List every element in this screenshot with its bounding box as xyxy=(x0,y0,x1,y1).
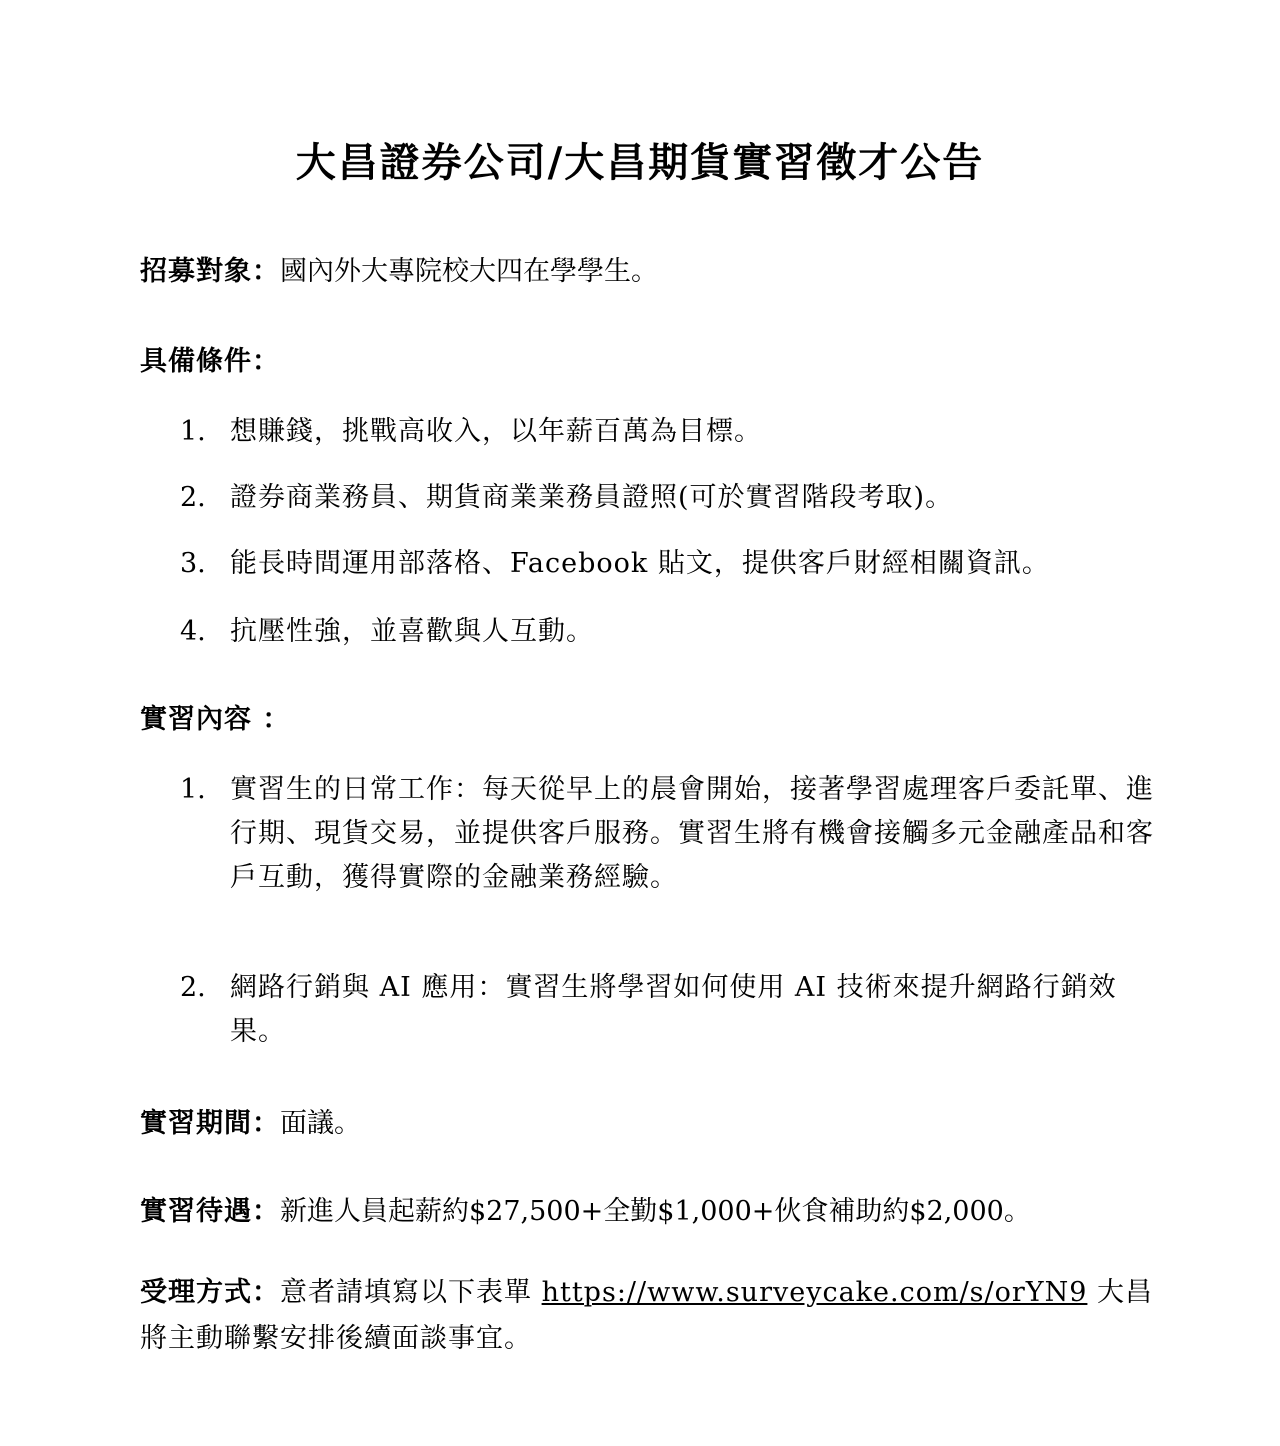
period-value: 面議。 xyxy=(280,1108,361,1139)
survey-form-link[interactable]: https://www.surveycake.com/s/orYN9 xyxy=(541,1277,1088,1308)
apply-suffix: 大昌將主動聯繫安排後續面談事宜。 xyxy=(140,1277,1154,1354)
requirement-text: 證券商業務員、期貨商業業務員證照(可於實習階段考取)。 xyxy=(230,482,954,513)
period-line xyxy=(140,1104,361,1144)
requirement-text: 能長時間運用部落格、Facebook 貼文，提供客戶財經相關資訊。 xyxy=(230,548,1050,579)
pay-line xyxy=(140,1192,1031,1232)
requirement-text: 抗壓性強，並喜歡與人互動。 xyxy=(230,616,594,647)
requirement-number: 3. xyxy=(180,548,206,579)
pay-label: 實習待遇： xyxy=(140,1196,280,1227)
recruit-label: 招募對象： xyxy=(140,256,280,287)
content-text: 網路行銷與 AI 應用：實習生將學習如何使用 AI 技術來提升網路行銷效果。 xyxy=(230,972,1117,1047)
requirement-number: 2. xyxy=(180,482,206,513)
content-text: 實習生的日常工作：每天從早上的晨會開始，接著學習處理客戶委託單、進行期、現貨交易，並提供客戶服務。實習生將有機會接觸多元金融產品和客戶互動，獲得實際的金融業務經驗。 xyxy=(230,774,1154,893)
requirement-text: 想賺錢，挑戰高收入，以年薪百萬為目標。 xyxy=(230,416,762,447)
apply-label: 受理方式： xyxy=(140,1277,280,1308)
pay-value: 新進人員起薪約$27,500+全勤$1,000+伙食補助約$2,000。 xyxy=(280,1196,1031,1227)
content-number: 1. xyxy=(180,774,206,805)
recruit-line xyxy=(140,252,658,292)
page-title: 大昌證券公司/大昌期貨實習徵才公告 xyxy=(295,139,985,186)
content-heading xyxy=(140,700,290,740)
recruit-value: 國內外大專院校大四在學學生。 xyxy=(280,256,658,287)
content-label: 實習內容 ： xyxy=(140,704,291,735)
requirement-number: 4. xyxy=(180,616,206,647)
period-label: 實習期間： xyxy=(140,1108,280,1139)
apply-prefix: 意者請填寫以下表單 xyxy=(280,1277,532,1308)
requirements-label: 具備條件： xyxy=(140,346,280,377)
requirement-number: 1. xyxy=(180,416,206,447)
content-number: 2. xyxy=(180,972,206,1003)
requirements-heading xyxy=(140,342,280,382)
apply-block xyxy=(140,1270,1160,1362)
